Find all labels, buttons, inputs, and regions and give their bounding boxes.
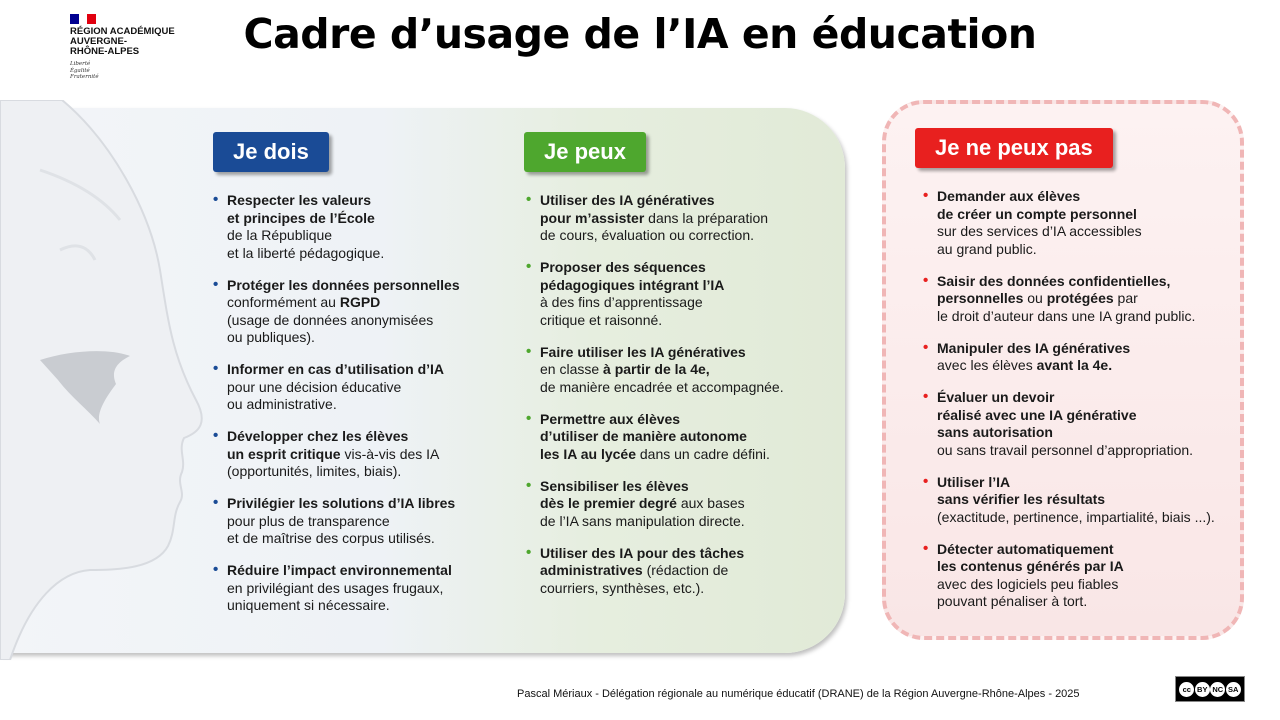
item-text: Développer chez les élèves <box>227 428 409 444</box>
bullet-icon: • <box>213 494 219 511</box>
item-text: protégées <box>1046 290 1114 306</box>
item-text: ou administrative. <box>227 396 337 412</box>
item-text: de manière encadrée et accompagnée. <box>540 378 784 395</box>
item-line <box>937 558 1233 576</box>
list-item <box>213 361 503 414</box>
item-line <box>540 580 826 598</box>
item-line <box>937 290 1233 308</box>
item-text: Permettre aux élèves <box>540 410 681 427</box>
je-ne-peux-pas-list <box>923 188 1233 611</box>
item-text: avant la 4e. <box>1036 357 1113 373</box>
item-text: sans autorisation <box>937 424 1053 440</box>
bullet-icon: • <box>526 191 532 208</box>
cc-license-icon <box>1175 676 1245 702</box>
item-line <box>227 379 503 397</box>
face-profile-icon <box>0 100 220 660</box>
item-line <box>540 446 826 464</box>
item-text: au grand public. <box>937 240 1037 257</box>
item-text: dans la préparation <box>644 209 769 226</box>
item-text: dès le premier degré <box>540 495 677 511</box>
item-text: (opportunités, limites, biais). <box>227 463 402 479</box>
item-line <box>540 379 826 397</box>
item-text: Informer en cas d’utilisation d’IA <box>227 361 445 377</box>
item-line <box>937 273 1233 291</box>
item-line <box>227 312 503 330</box>
item-text: ou sans travail personnel d’appropriation. <box>937 441 1194 458</box>
je-ne-peux-pas-badge: Je ne peux pas <box>915 128 1113 168</box>
item-line <box>227 562 503 580</box>
item-line <box>540 192 826 210</box>
item-line <box>937 188 1233 206</box>
item-text: Proposer des séquences <box>540 259 706 275</box>
item-text: un esprit critique <box>227 445 341 462</box>
list-item <box>923 188 1233 258</box>
item-text: et de maîtrise des corpus utilisés. <box>227 530 435 546</box>
item-line <box>227 210 503 228</box>
item-text: pour une décision éducative <box>227 378 402 395</box>
item-line <box>227 396 503 414</box>
item-line <box>937 541 1233 559</box>
item-text: réalisé avec une IA générative <box>937 406 1137 423</box>
item-text: (usage de données anonymisées <box>227 311 434 328</box>
item-line <box>227 530 503 548</box>
item-line <box>937 474 1233 492</box>
bullet-icon: • <box>526 476 532 494</box>
item-text: en privilégiant des usages frugaux, <box>227 579 444 596</box>
bullet-icon: • <box>923 187 929 204</box>
item-text: dans un cadre défini. <box>635 445 770 462</box>
list-item <box>526 411 826 464</box>
sa-icon: SA <box>1226 682 1241 697</box>
bullet-icon: • <box>213 561 219 578</box>
item-text: avec des logiciels peu fiables <box>937 575 1119 592</box>
item-text: d’utiliser de manière autonome <box>540 428 747 444</box>
item-line <box>540 562 826 580</box>
item-text: Respecter les valeurs <box>227 192 371 208</box>
item-line <box>227 294 503 312</box>
item-text: vis-à-vis des IA <box>340 445 440 462</box>
list-item <box>923 340 1233 375</box>
bullet-icon: • <box>923 539 929 557</box>
item-line <box>227 428 503 446</box>
item-line <box>540 312 826 330</box>
item-text: pédagogiques intégrant l’IA <box>540 276 725 293</box>
item-text: Protéger les données personnelles <box>227 276 460 293</box>
item-text: Saisir des données confidentielles, <box>937 272 1171 289</box>
item-text: Sensibiliser les élèves <box>540 477 689 494</box>
bullet-icon: • <box>213 360 219 377</box>
item-text: Utiliser des IA pour des tâches <box>540 544 745 561</box>
item-line <box>540 294 826 312</box>
item-line <box>540 428 826 446</box>
item-text: et la liberté pédagogique. <box>227 244 385 261</box>
item-text: de la République <box>227 227 333 243</box>
je-peux-badge: Je peux <box>524 132 646 172</box>
bullet-icon: • <box>923 338 929 356</box>
list-item <box>526 259 826 329</box>
bullet-icon: • <box>213 427 219 444</box>
item-text: sur des services d’IA accessibles <box>937 223 1142 239</box>
item-line <box>540 361 826 379</box>
item-line <box>227 361 503 379</box>
item-line <box>937 340 1233 358</box>
item-text: ou <box>1023 290 1047 306</box>
item-text: Manipuler des IA génératives <box>937 339 1131 356</box>
list-item <box>213 277 503 347</box>
list-item <box>213 428 503 481</box>
item-text: courriers, synthèses, etc.). <box>540 579 705 596</box>
bullet-icon: • <box>526 342 532 360</box>
list-item <box>213 192 503 262</box>
item-line <box>540 227 826 245</box>
item-line <box>227 277 503 295</box>
item-text: à partir de la 4e, <box>603 361 710 377</box>
item-line <box>937 389 1233 407</box>
list-item <box>213 495 503 548</box>
item-line <box>540 545 826 563</box>
item-line <box>227 597 503 615</box>
list-item <box>923 273 1233 326</box>
cc-icon: cc <box>1179 682 1194 697</box>
page-title: Cadre d’usage de l’IA en éducation <box>243 10 1037 58</box>
item-line <box>937 491 1233 509</box>
item-text: administratives <box>540 562 643 578</box>
item-text: personnelles <box>937 290 1024 306</box>
item-line <box>227 513 503 531</box>
item-text: Faire utiliser les IA génératives <box>540 343 746 360</box>
item-text: Réduire l’impact environnemental <box>227 562 452 578</box>
nc-icon: NC <box>1210 682 1225 697</box>
list-item <box>526 344 826 397</box>
list-item <box>923 541 1233 611</box>
item-line <box>227 245 503 263</box>
item-text: Utiliser l’IA <box>937 473 1011 490</box>
item-line <box>227 227 503 245</box>
item-line <box>227 446 503 464</box>
item-line <box>937 241 1233 259</box>
item-line <box>540 411 826 429</box>
item-text: sans vérifier les résultats <box>937 491 1106 507</box>
footer-credit: Pascal Mériaux - Délégation régionale au numérique éducatif (DRANE) de la Région Auvergne-Rhône-Alpes - 2025 <box>517 688 1080 700</box>
item-line <box>540 495 826 513</box>
item-line <box>937 509 1233 527</box>
item-line <box>937 576 1233 594</box>
bullet-icon: • <box>213 191 219 208</box>
list-item <box>923 389 1233 459</box>
item-text: de cours, évaluation ou correction. <box>540 227 755 243</box>
item-line <box>937 407 1233 425</box>
bullet-icon: • <box>923 271 929 289</box>
item-line <box>937 442 1233 460</box>
item-line <box>540 478 826 496</box>
item-line <box>227 495 503 513</box>
item-text: à des fins d’apprentissage <box>540 294 703 310</box>
item-line <box>937 206 1233 224</box>
item-text: de l’IA sans manipulation directe. <box>540 512 745 529</box>
item-text: le droit d’auteur dans une IA grand public. <box>937 307 1196 324</box>
item-line <box>227 329 503 347</box>
item-text: uniquement si nécessaire. <box>227 597 390 613</box>
item-text: par <box>1113 290 1138 306</box>
item-line <box>937 424 1233 442</box>
item-text: de créer un compte personnel <box>937 205 1137 222</box>
item-line <box>937 593 1233 611</box>
item-line <box>540 210 826 228</box>
item-text: RGPD <box>339 294 381 310</box>
item-line <box>227 192 503 210</box>
list-item <box>526 192 826 245</box>
item-line <box>227 463 503 481</box>
item-text: (exactitude, pertinence, impartialité, biais ...). <box>937 508 1215 525</box>
list-item <box>526 478 826 531</box>
item-text: (rédaction de <box>642 562 729 578</box>
item-text: et principes de l’École <box>227 209 375 226</box>
list-item <box>213 562 503 615</box>
list-item <box>923 474 1233 527</box>
by-icon: BY <box>1195 682 1210 697</box>
item-text: ou publiques). <box>227 329 315 345</box>
item-line <box>540 277 826 295</box>
item-line <box>540 513 826 531</box>
item-text: Détecter automatiquement <box>937 540 1114 557</box>
item-text: aux bases <box>676 495 745 511</box>
item-text: Évaluer un devoir <box>937 389 1055 405</box>
je-peux-list <box>526 192 826 597</box>
item-line <box>937 357 1233 375</box>
bullet-icon: • <box>923 472 929 490</box>
item-text: pour plus de transparence <box>227 512 390 529</box>
bullet-icon: • <box>213 275 219 293</box>
item-text: les contenus générés par IA <box>937 558 1124 574</box>
item-text: pouvant pénaliser à tort. <box>937 593 1088 609</box>
logo-motto: Liberté Égalité Fraternité <box>70 61 99 80</box>
item-text: critique et raisonné. <box>540 311 663 328</box>
item-text: avec les élèves <box>937 357 1037 373</box>
item-line <box>937 308 1233 326</box>
bullet-icon: • <box>526 258 532 275</box>
item-text: en classe <box>540 361 604 377</box>
bullet-icon: • <box>923 388 929 405</box>
item-line <box>540 344 826 362</box>
item-line <box>937 223 1233 241</box>
item-text: Utiliser des IA génératives <box>540 192 715 208</box>
item-text: conformément au <box>227 294 340 310</box>
logo-org-name: RÉGION ACADÉMIQUE AUVERGNE- RHÔNE-ALPES <box>70 26 175 57</box>
item-line <box>227 580 503 598</box>
item-text: pour m’assister <box>540 209 645 226</box>
bullet-icon: • <box>526 543 532 561</box>
je-dois-badge: Je dois <box>213 132 329 172</box>
item-line <box>540 259 826 277</box>
bullet-icon: • <box>526 409 532 427</box>
item-text: Demander aux élèves <box>937 188 1081 204</box>
item-text: les IA au lycée <box>540 445 636 462</box>
item-text: Privilégier les solutions d’IA libres <box>227 495 456 511</box>
list-item <box>526 545 826 598</box>
je-dois-list <box>213 192 503 615</box>
